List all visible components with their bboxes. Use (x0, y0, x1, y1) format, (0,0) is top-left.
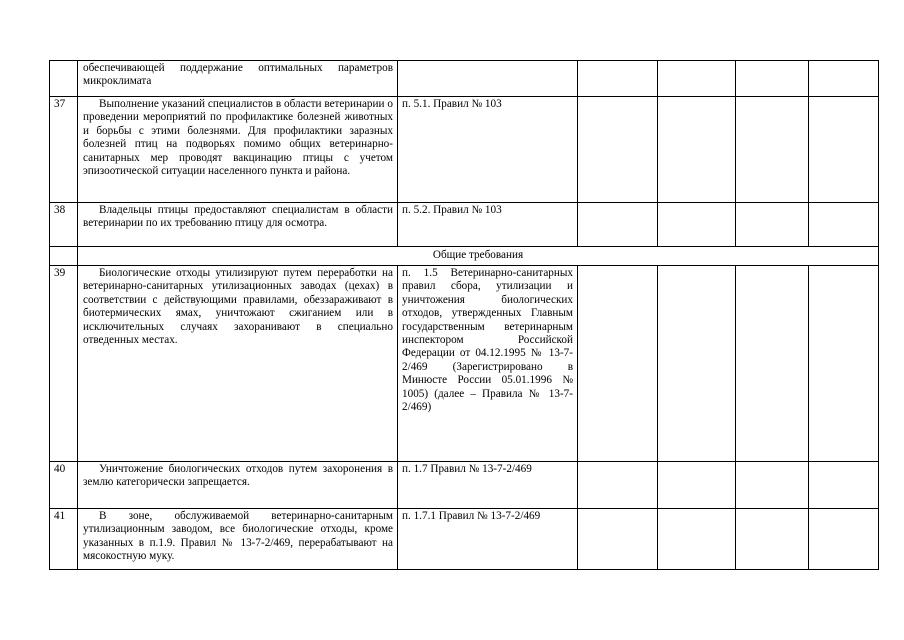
requirement-text: Уничтожение биологических отходов путем захоронения в землю категорически запрещается. (78, 462, 398, 509)
table-row (50, 462, 879, 509)
requirement-text: В зоне, обслуживаемой ветеринарно-санитарным утилизационным заводом, все биологические отходы, кроме указанных в п.1.9. Правил № 13-7-2/469, перерабатывают на мясокостную муку. (78, 509, 398, 570)
row-number: 41 (50, 509, 78, 570)
answer-cell[interactable] (578, 266, 658, 462)
answer-cell[interactable] (736, 61, 809, 97)
answer-cell[interactable] (578, 203, 658, 247)
row-number: 38 (50, 203, 78, 247)
answer-cell[interactable] (658, 509, 736, 570)
answer-cell[interactable] (736, 509, 809, 570)
requirement-text: обеспечивающей поддержание оптимальных параметров микроклимата (78, 61, 398, 97)
answer-cell[interactable] (736, 462, 809, 509)
reference-text: п. 1.7 Правил № 13-7-2/469 (398, 462, 578, 509)
table-row (50, 203, 879, 247)
reference-text: п. 1.5 Ветеринарно-санитарных правил сбора, утилизации и уничтожения биологических отходов, утвержденных Главным государственным ветеринарным инспектором Российской Федерации от 04.12.1995 № 13-7-2/469 (Зарегистрировано в Минюсте России 05.01.1996 № 1005) (далее – Правила № 13-7-2/469) (398, 266, 578, 462)
requirement-text: Владельцы птицы предоставляют специалистам в области ветеринарии по их требованию птицу для осмотра. (78, 203, 398, 247)
table-row (50, 509, 879, 570)
answer-cell[interactable] (578, 509, 658, 570)
answer-cell[interactable] (578, 61, 658, 97)
requirement-text: Выполнение указаний специалистов в области ветеринарии о проведении мероприятий по профилактике болезней животных и борьбы с этими болезнями. Для профилактики заразных болезней птиц на подворьях помимо общих ветеринарно-санитарных мер проводят вакцинацию птицы с учетом эпизоотической ситуации населенного пункта и района. (78, 97, 398, 203)
row-number (50, 61, 78, 97)
table-row (50, 97, 879, 203)
answer-cell[interactable] (809, 462, 879, 509)
section-row (50, 247, 879, 266)
answer-cell[interactable] (658, 61, 736, 97)
row-number: 39 (50, 266, 78, 462)
reference-text: п. 5.2. Правил № 103 (398, 203, 578, 247)
answer-cell[interactable] (658, 266, 736, 462)
row-number: 40 (50, 462, 78, 509)
table-row (50, 266, 879, 462)
answer-cell[interactable] (736, 97, 809, 203)
table-row (50, 61, 879, 97)
requirements-table (49, 60, 879, 570)
answer-cell[interactable] (809, 61, 879, 97)
answer-cell[interactable] (658, 97, 736, 203)
requirement-text: Биологические отходы утилизируют путем переработки на ветеринарно-санитарных утилизационных заводах (цехах) в соответствии с действующими правилами, обеззараживают в биотермических ямах, уничтожают сжиганием или в исключительных случаях захоранивают в специально отведенных местах. (78, 266, 398, 462)
answer-cell[interactable] (809, 509, 879, 570)
section-header: Общие требования (78, 247, 879, 266)
answer-cell[interactable] (658, 203, 736, 247)
reference-text (398, 61, 578, 97)
answer-cell[interactable] (809, 203, 879, 247)
row-number: 37 (50, 97, 78, 203)
answer-cell[interactable] (578, 462, 658, 509)
answer-cell[interactable] (658, 462, 736, 509)
reference-text: п. 1.7.1 Правил № 13-7-2/469 (398, 509, 578, 570)
answer-cell[interactable] (736, 203, 809, 247)
answer-cell[interactable] (578, 97, 658, 203)
reference-text: п. 5.1. Правил № 103 (398, 97, 578, 203)
answer-cell[interactable] (736, 266, 809, 462)
answer-cell[interactable] (809, 266, 879, 462)
answer-cell[interactable] (809, 97, 879, 203)
